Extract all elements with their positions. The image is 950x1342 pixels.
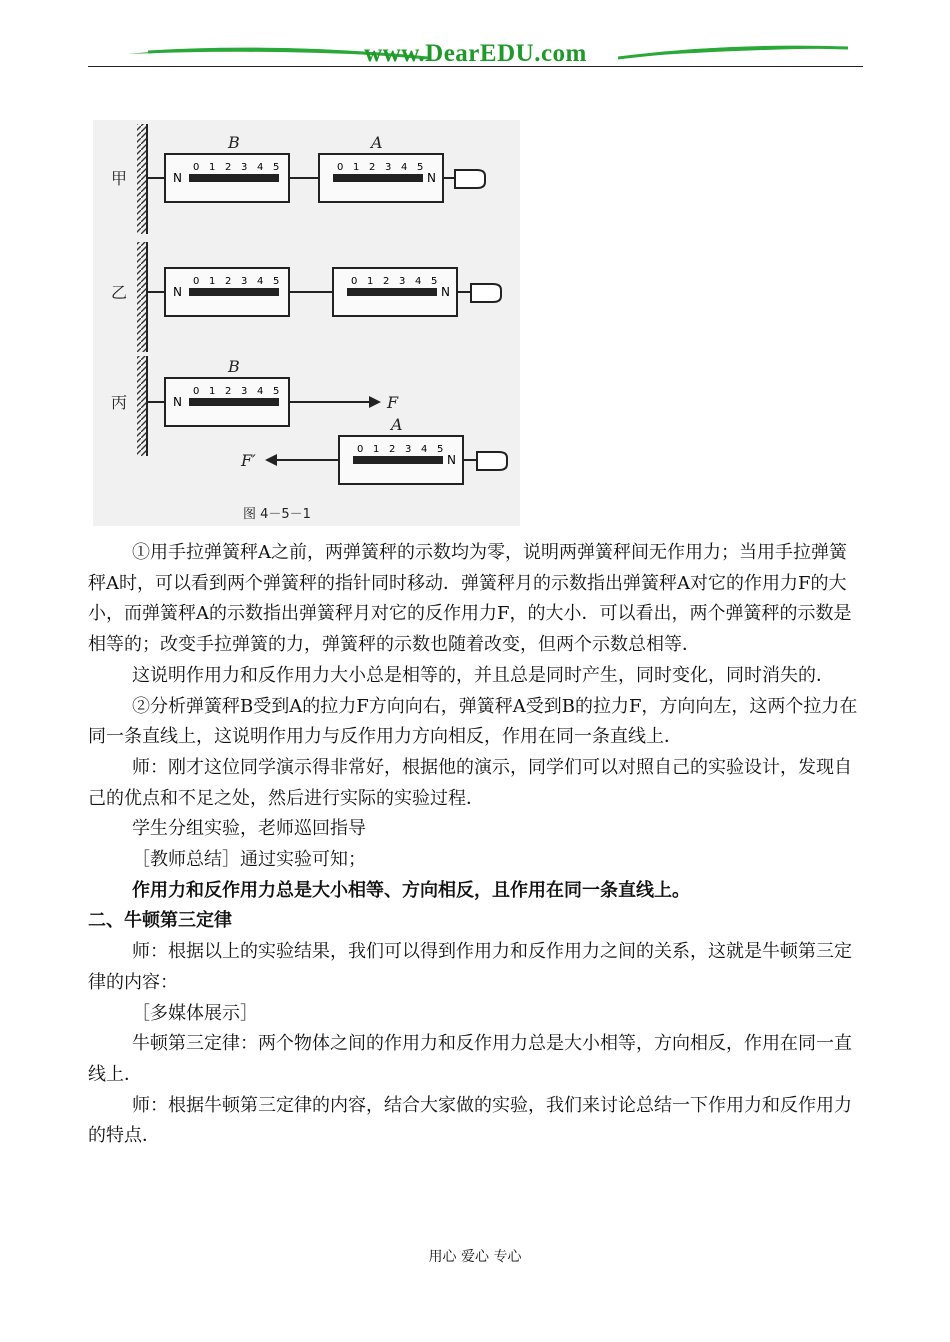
tick-label: 1 (209, 386, 216, 397)
paragraph-discussion: 师：根据牛顿第三定律的内容，结合大家做的实验，我们来讨论总结一下作用力和反作用力的特点． (88, 1094, 852, 1147)
tick-label: 5 (273, 162, 280, 173)
row-label-jia: 甲 (111, 169, 128, 188)
tick-label: 5 (273, 276, 280, 287)
force-label-f: F (387, 393, 399, 412)
paragraph-teacher-intro: 师：根据以上的实验结果，我们可以得到作用力和反作用力之间的关系，这就是牛顿第三定律的内容： (88, 941, 852, 993)
scale-b-jia (165, 154, 289, 202)
wall-jia (137, 124, 147, 234)
tick-label: 3 (399, 276, 406, 287)
paragraph-multimedia: ［多媒体展示］ (132, 1002, 258, 1024)
row-label-bing: 丙 (111, 393, 128, 412)
tick-label: 2 (383, 276, 390, 287)
tick-label: 4 (415, 276, 422, 287)
svg-text:N: N (441, 285, 450, 299)
tick-label: 1 (209, 276, 216, 287)
tick-label: 1 (367, 276, 374, 287)
svg-text:N: N (173, 171, 182, 185)
row-label-yi: 乙 (111, 283, 128, 302)
hand-icon-bing (477, 452, 507, 470)
force-label-f-prime: F′ (241, 451, 256, 470)
scale-b-yi (165, 268, 289, 316)
figure-caption: 图 4－5－1 (243, 507, 311, 522)
paragraph-teacher-summary: ［教师总结］通过实验可知； (132, 849, 366, 871)
tick-label: 4 (257, 276, 264, 287)
paragraph-teacher-comment: 师：刚才这位同学演示得非常好，根据他的演示，同学们可以对照自己的实验设计，发现自己的优点和不足之处，然后进行实际的实验过程． (88, 756, 852, 809)
tick-label: 4 (401, 162, 408, 173)
section-heading: 二、牛顿第三定律 (88, 910, 232, 932)
tick-label: 3 (241, 386, 248, 397)
tick-label: 2 (225, 386, 232, 397)
tick-label: 3 (241, 276, 248, 287)
page-footer: 用心 爱心 专心 (428, 1249, 522, 1265)
tick-label: 5 (417, 162, 424, 173)
tick-label: 1 (353, 162, 360, 173)
spring-scale-diagram (93, 120, 520, 526)
header-divider (88, 66, 863, 67)
wall-bing (137, 356, 147, 456)
tick-label: 4 (257, 386, 264, 397)
tick-label: 3 (241, 162, 248, 173)
tick-label: 1 (373, 444, 380, 455)
tick-label: 2 (225, 276, 232, 287)
tick-label: 2 (369, 162, 376, 173)
tick-label: 0 (193, 162, 200, 173)
scale-a-jia (319, 154, 443, 202)
tick-label: 3 (385, 162, 392, 173)
scale-a-bing (339, 436, 463, 484)
document-body (88, 538, 863, 1152)
svg-text:N: N (173, 285, 182, 299)
scale-label-a-jia: A (371, 133, 383, 152)
tick-label: 0 (193, 276, 200, 287)
tick-label: 0 (357, 444, 364, 455)
paragraph-group-experiment: 学生分组实验，老师巡回指导 (132, 818, 366, 840)
paragraph-conclusion: 这说明作用力和反作用力大小总是相等的，并且总是同时产生，同时变化，同时消失的． (132, 664, 834, 686)
tick-label: 2 (225, 162, 232, 173)
scale-label-a-bing: A (391, 415, 403, 434)
svg-text:N: N (427, 171, 436, 185)
site-logo-text[interactable]: www.DearEDU.com (364, 40, 587, 67)
tick-label: 4 (257, 162, 264, 173)
paragraph-observation: ①用手拉弹簧秤A之前，两弹簧秤的示数均为零，说明两弹簧秤间无作用力；当用手拉弹簧秤A时，可以看到两个弹簧秤的指针同时移动．弹簧秤月的示数指出弹簧秤A对它的作用力F的大小，而弹簧秤A的示数指出弹簧秤月对它的反作用力F，的大小．可以看出，两个弹簧秤的示数是相等的；改变手拉弹簧的力，弹簧秤的示数也随着改变，但两个示数总相等． (88, 542, 852, 656)
tick-label: 1 (209, 162, 216, 173)
wall-yi (137, 242, 147, 352)
experiment-figure (93, 120, 520, 526)
tick-label: 0 (193, 386, 200, 397)
tick-label: 5 (431, 276, 438, 287)
paragraph-third-law: 牛顿第三定律：两个物体之间的作用力和反作用力总是大小相等，方向相反，作用在同一直线上． (88, 1033, 852, 1085)
svg-text:N: N (173, 395, 182, 409)
svg-text:N: N (447, 453, 456, 467)
tick-label: 5 (273, 386, 280, 397)
paragraph-analysis: ②分析弹簧秤B受到A的拉力F方向向右，弹簧秤A受到B的拉力F，方向向左，这两个拉力在同一条直线上，这说明作用力与反作用力方向相反，作用在同一条直线上． (88, 695, 858, 748)
tick-label: 2 (389, 444, 396, 455)
hand-icon-yi (471, 284, 501, 302)
tick-label: 3 (405, 444, 412, 455)
tick-label: 5 (437, 444, 444, 455)
scale-label-b-jia: B (228, 133, 240, 152)
tick-label: 0 (351, 276, 358, 287)
scale-a-yi (333, 268, 457, 316)
scale-b-bing (165, 378, 289, 426)
hand-icon-jia (455, 170, 485, 188)
tick-label: 0 (337, 162, 344, 173)
scale-label-b-bing: B (228, 357, 240, 376)
paragraph-key-conclusion: 作用力和反作用力总是大小相等、方向相反，且作用在同一条直线上。 (132, 879, 690, 901)
tick-label: 4 (421, 444, 428, 455)
